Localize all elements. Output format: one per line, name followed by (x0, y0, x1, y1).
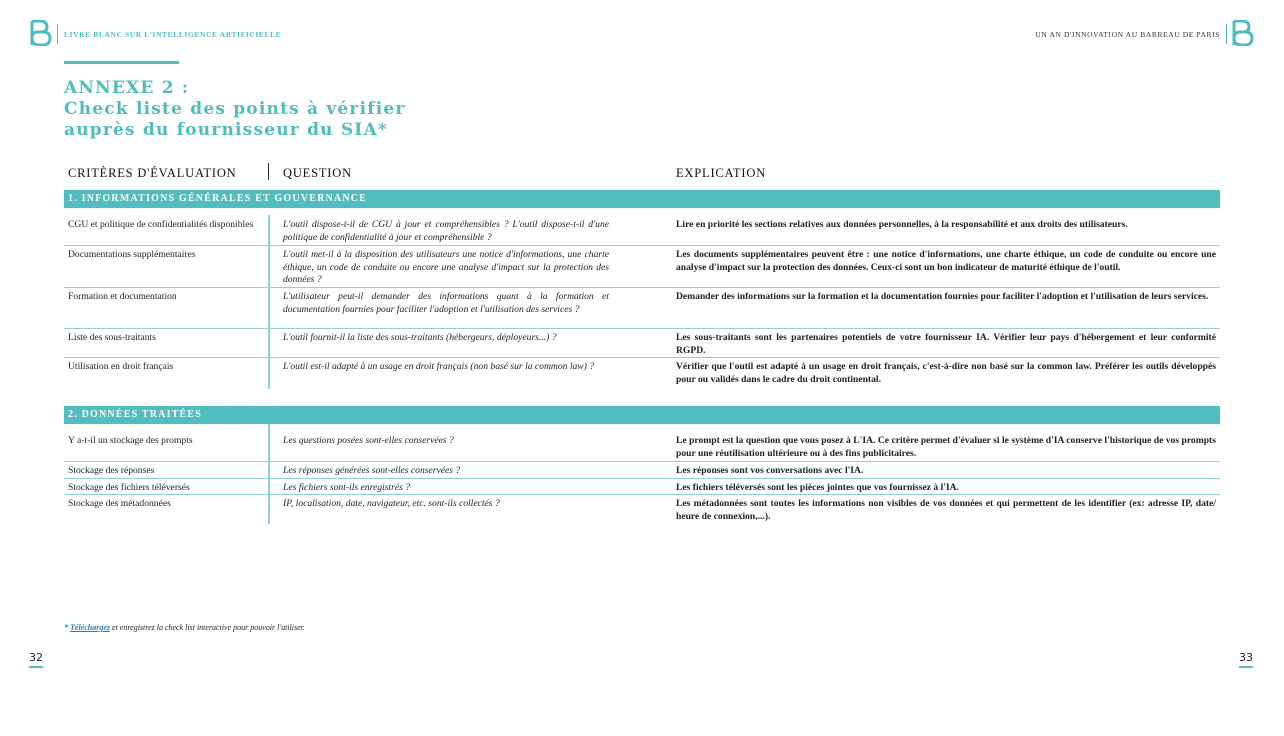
column-divider (268, 163, 269, 180)
criterion: Y a-t-il un stockage des prompts (68, 435, 193, 446)
footnote-star: * (64, 623, 70, 632)
page-number-left: 32 (29, 651, 43, 668)
table-row (64, 329, 1220, 358)
explanation: Le prompt est la question que vous posez à L'IA. Ce critère permet d'évaluer si le système d'IA conserve l'historique de vos prompts pour une réutilisation ultérieure ou à des fins publicitaires. (676, 435, 1216, 459)
criterion: Documentations supplémentaires (68, 249, 196, 260)
title-rule (64, 61, 179, 64)
question: L'utilisateur peut-il demander des informations quant à la formation et documentation fournies pour faciliter l'adoption et l'utilisation des services ? (283, 291, 609, 315)
question: L'outil est-il adapté à un usage en droit français (non basé sur la common law) ? (283, 361, 595, 372)
table-row (64, 479, 1220, 495)
section-header: 2. DONNÉES TRAITÉES (64, 406, 1220, 424)
column-header-question: QUESTION (283, 166, 352, 180)
table-row (64, 216, 1220, 246)
explanation: Demander des informations sur la formation et la documentation fournies pour faciliter l'adoption et l'utilisation de leurs services. (676, 291, 1209, 302)
header-divider (57, 24, 58, 44)
table-row (64, 246, 1220, 288)
footnote-text: et enregistrez la check list interactive pour pouvoir l'utiliser. (110, 623, 305, 632)
explanation: Les documents supplémentaires peuvent être : une notice d'informations, une charte éthique, un code de conduite ou encore une analyse d'impact sur la protection des données. Ceux-ci sont un bon indicateur de maturité éthique de l'outil. (676, 249, 1216, 273)
logo-left (30, 20, 52, 46)
title-line-2: Check liste des points à vérifier (64, 99, 406, 119)
download-link[interactable]: Téléchargez (70, 623, 110, 632)
criterion: Stockage des métadonnées (68, 498, 171, 509)
question: L'outil met-il à la disposition des utilisateurs une notice d'informations, une charte éthique, un code de conduite ou encore une analyse d'impact sur la protection des données ? (283, 249, 609, 285)
header-left-title: LIVRE BLANC SUR L'INTELLIGENCE ARTIFICIELLE (64, 30, 282, 39)
column-header-explanation: EXPLICATION (676, 166, 767, 180)
page-number-right: 33 (1239, 651, 1253, 668)
logo-right (1232, 20, 1254, 46)
criterion: Utilisation en droit français (68, 361, 174, 372)
question: Les réponses générées sont-elles conservées ? (283, 465, 461, 476)
header-right-title: UN AN D'INNOVATION AU BARREAU DE PARIS (1035, 30, 1220, 39)
question: Les questions posées sont-elles conservées ? (283, 435, 454, 446)
table-row (64, 358, 1220, 390)
explanation: Les fichiers téléversés sont les pièces jointes que vos fournissez à l'IA. (676, 482, 959, 493)
explanation: Les sous-traitants sont les partenaires potentiels de votre fournisseur IA. Vérifier leur pays d'hébergement et leur conformité RGPD. (676, 332, 1216, 356)
criterion: Stockage des réponses (68, 465, 155, 476)
question: IP, localisation, date, navigateur, etc. sont-ils collectés ? (283, 498, 500, 509)
table-row (64, 288, 1220, 329)
question: Les fichiers sont-ils enregistrés ? (283, 482, 411, 493)
header-divider (1226, 24, 1227, 44)
footnote (64, 623, 305, 632)
table-row (64, 495, 1220, 525)
criterion: Liste des sous-traitants (68, 332, 156, 343)
explanation: Vérifier que l'outil est adapté à un usage en droit français, c'est-à-dire non basé sur la common law. Préférer les outils développés pour ou validés dans le cadre du droit continental. (676, 361, 1216, 385)
explanation: Les réponses sont vos conversations avec l'IA. (676, 465, 864, 476)
criterion: Formation et documentation (68, 291, 177, 302)
criterion: Stockage des fichiers téléversés (68, 482, 190, 493)
table-row (64, 462, 1220, 479)
criterion: CGU et politique de confidentialités disponibles (68, 219, 254, 230)
question: L'outil dispose-t-il de CGU à jour et compréhensibles ? L'outil dispose-t-il d'une politique de confidentialité à jour et compréhensible ? (283, 219, 609, 243)
title-line-3: auprès du fournisseur du SIA* (64, 120, 388, 140)
title-line-1: ANNEXE 2 : (64, 78, 190, 98)
page-title (64, 78, 406, 141)
table-row (64, 432, 1220, 462)
explanation: Les métadonnées sont toutes les informations non visibles de vos données et qui permettent de les identifier (ex: adresse IP, date/ heure de connexion,...). (676, 498, 1216, 522)
explanation: Lire en priorité les sections relatives aux données personnelles, à la responsabilité et aux droits des utilisateurs. (676, 219, 1128, 230)
question: L'outil fournit-il la liste des sous-traitants (hébergeurs, déployeurs...) ? (283, 332, 557, 343)
section-header: 1. INFORMATIONS GÉNÉRALES ET GOUVERNANCE (64, 190, 1220, 208)
column-header-criteria: CRITÈRES D'ÉVALUATION (68, 166, 237, 180)
